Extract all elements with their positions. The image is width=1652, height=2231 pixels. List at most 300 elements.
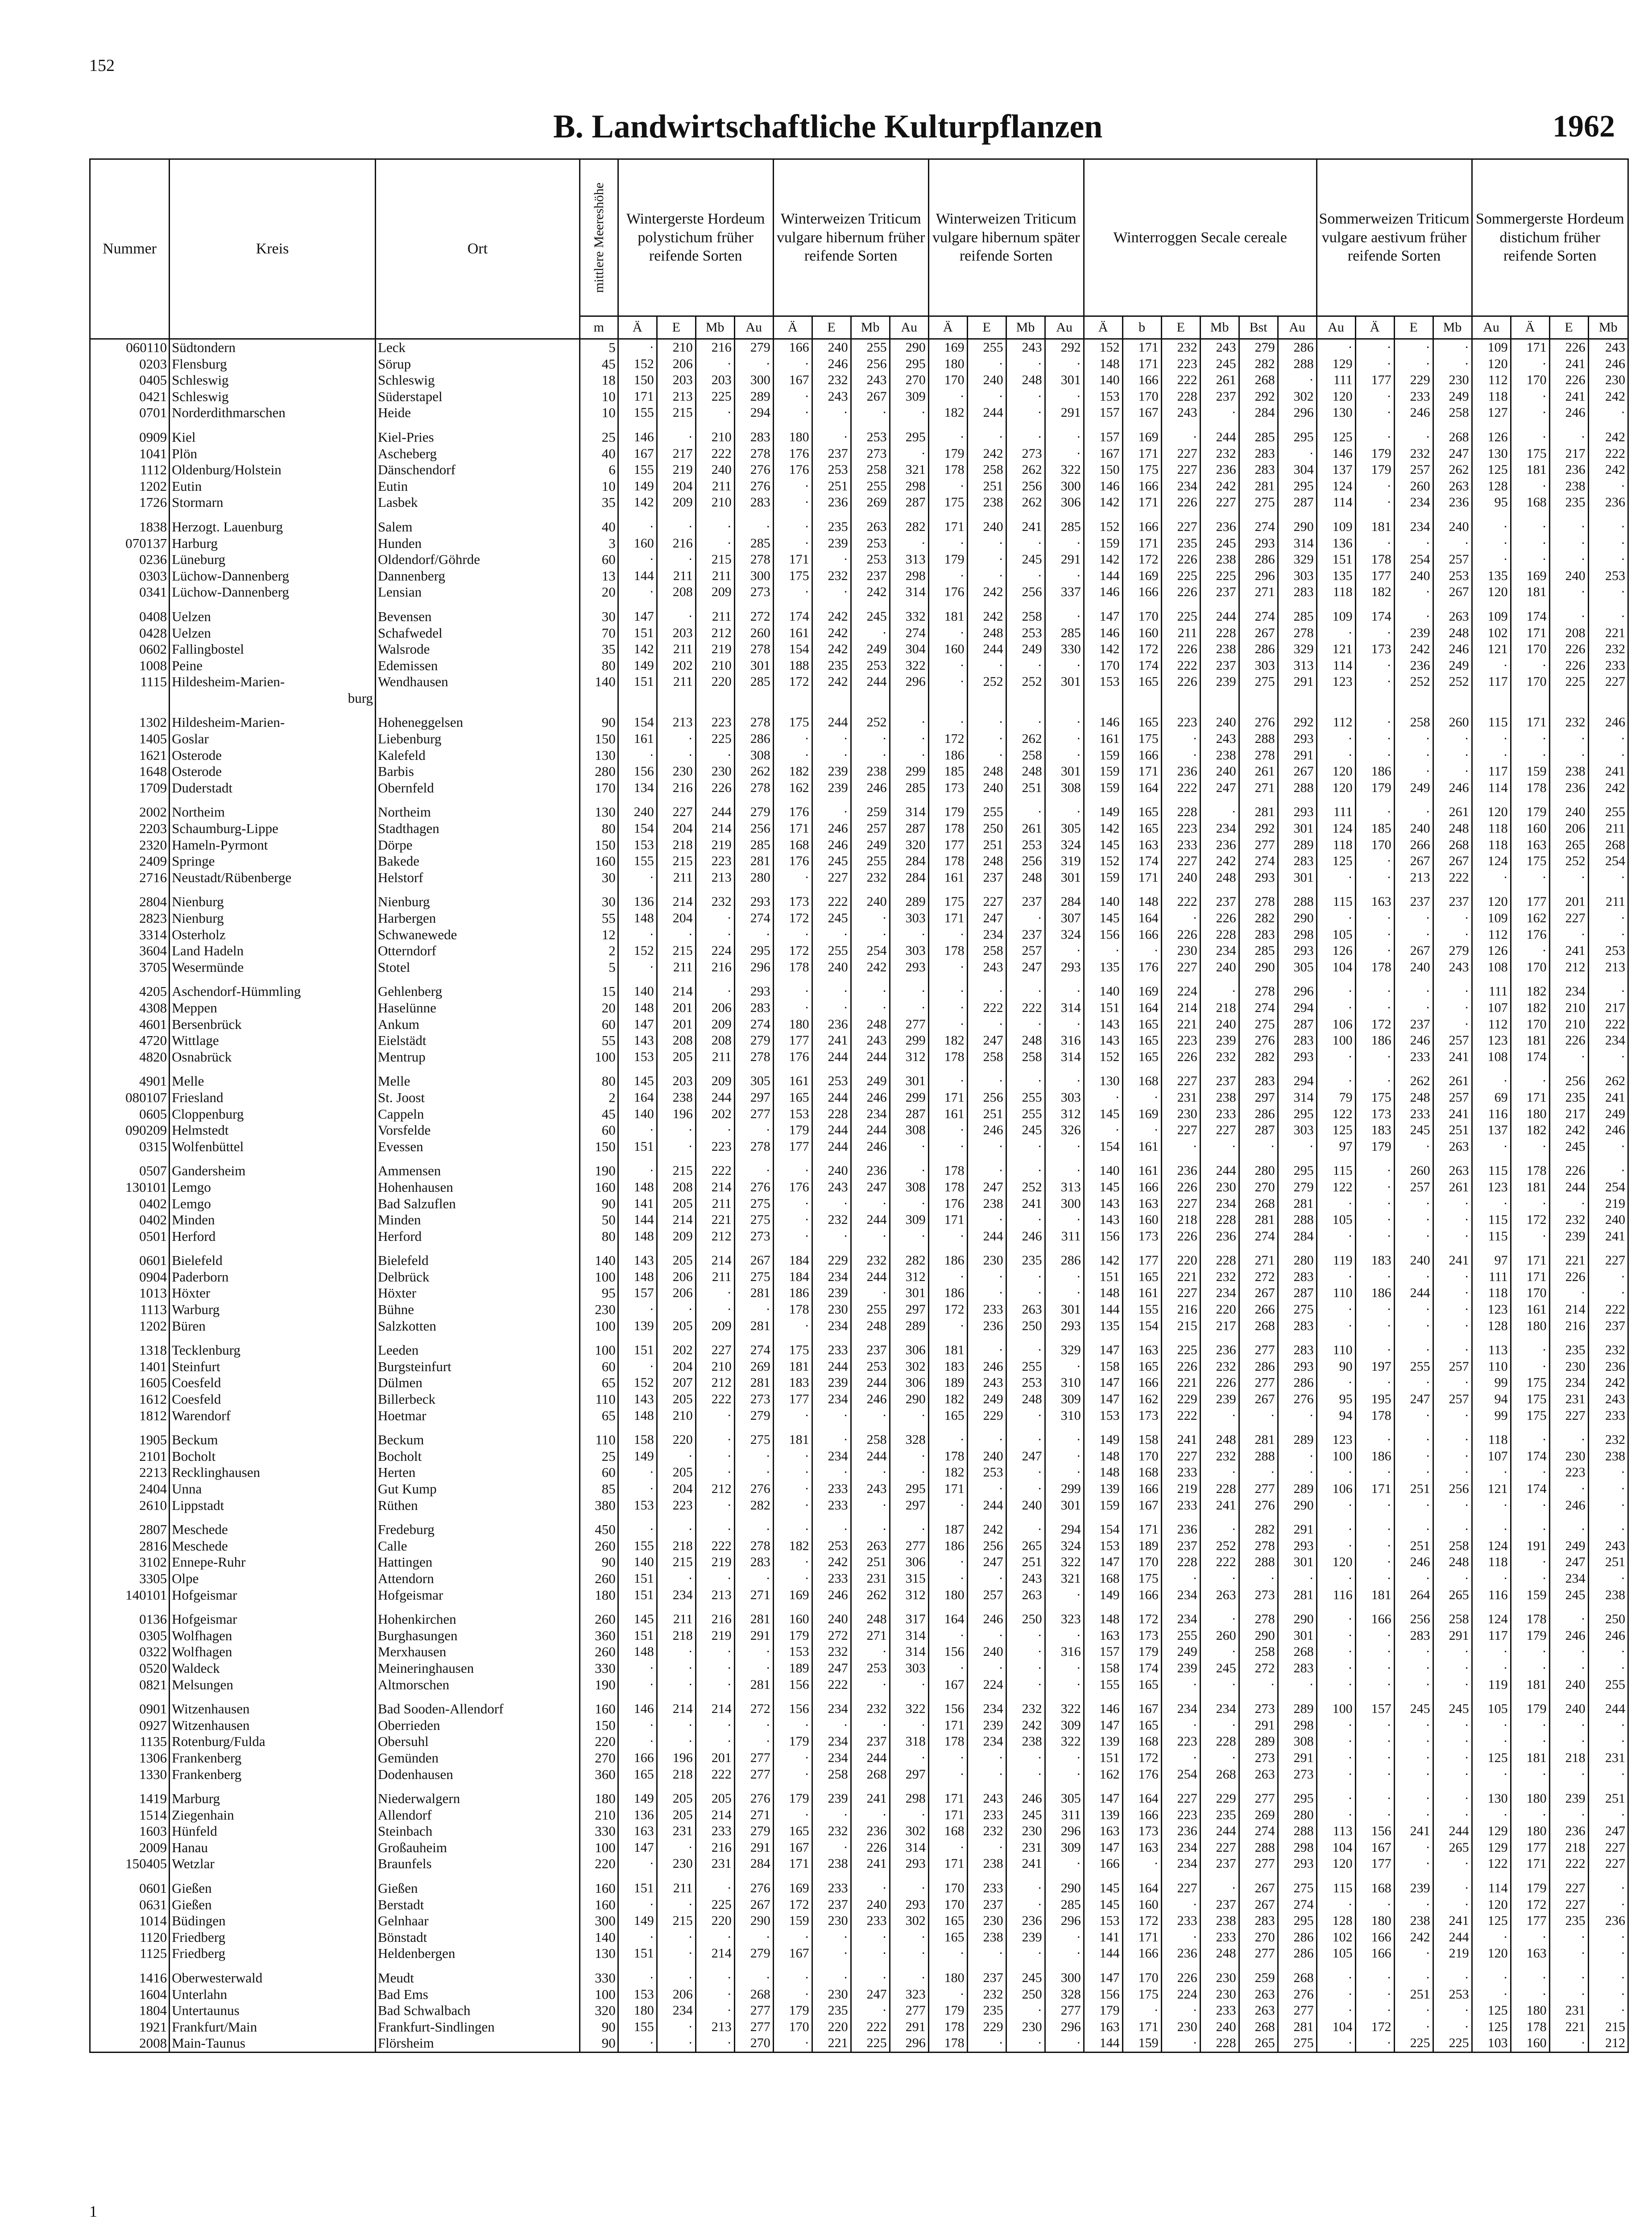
- value-cell: ·: [1006, 714, 1045, 731]
- spacer-cell: [1122, 1962, 1161, 1970]
- ort-cell: Höxter: [376, 1285, 580, 1302]
- value-cell: 246: [1394, 1033, 1433, 1049]
- value-cell: 185: [1355, 821, 1394, 837]
- value-cell: 153: [618, 1497, 657, 1514]
- value-cell: ·: [1394, 747, 1433, 764]
- value-cell: ·: [1588, 1269, 1628, 1286]
- value-cell: ·: [1433, 356, 1472, 373]
- spacer-cell: [1200, 1693, 1239, 1701]
- value-cell: 166: [1122, 1587, 1161, 1604]
- ort-cell: Burgsteinfurt: [376, 1359, 580, 1375]
- spacer-cell: [1122, 1603, 1161, 1611]
- value-cell: 253: [851, 1359, 890, 1375]
- hoehe-cell: 90: [580, 2019, 618, 2036]
- value-cell: 287: [1239, 1122, 1278, 1139]
- nummer-cell: 0322: [90, 1644, 170, 1660]
- value-cell: 282: [890, 519, 928, 535]
- spacer-cell: [170, 1065, 376, 1073]
- value-cell: 227: [1549, 1408, 1588, 1424]
- nummer-cell: 2816: [90, 1538, 170, 1555]
- value-cell: ·: [618, 1522, 657, 1538]
- nummer-cell: 0631: [90, 1897, 170, 1913]
- table-row: [90, 1807, 1628, 1824]
- spacer-cell: [90, 886, 170, 894]
- value-cell: [696, 690, 734, 707]
- value-cell: ·: [851, 910, 890, 927]
- value-cell: 234: [1161, 1840, 1200, 1856]
- kreis-cell: Warendorf: [170, 1408, 376, 1424]
- ort-cell: Gießen: [376, 1880, 580, 1897]
- spacer-cell: [1394, 1424, 1433, 1432]
- spacer-cell: [1433, 706, 1472, 714]
- value-cell: ·: [1394, 1767, 1433, 1783]
- value-cell: ·: [1433, 1342, 1472, 1359]
- value-cell: 227: [657, 804, 696, 821]
- value-cell: 161: [1122, 1139, 1161, 1155]
- value-cell: ·: [967, 983, 1006, 1000]
- group-spacer: [90, 796, 1628, 804]
- value-cell: 276: [1239, 1497, 1278, 1514]
- spacer-cell: [812, 1244, 851, 1252]
- value-cell: ·: [1045, 568, 1084, 585]
- value-cell: ·: [1161, 1677, 1200, 1693]
- value-cell: 178: [1355, 1408, 1394, 1424]
- spacer-cell: [1433, 1244, 1472, 1252]
- value-cell: 149: [1084, 1587, 1122, 1604]
- value-cell: 181: [1511, 462, 1549, 478]
- table-row: [90, 1823, 1628, 1840]
- value-cell: ·: [1433, 763, 1472, 780]
- spacer-cell: [580, 511, 618, 519]
- value-cell: 246: [812, 821, 851, 837]
- value-cell: 274: [890, 625, 928, 642]
- value-cell: ·: [773, 1554, 812, 1571]
- table-row: [90, 405, 1628, 421]
- value-cell: ·: [1588, 1163, 1628, 1179]
- value-cell: 212: [696, 1228, 734, 1245]
- value-cell: ·: [890, 1929, 928, 1946]
- value-cell: 225: [1161, 568, 1200, 585]
- value-cell: ·: [1394, 2003, 1433, 2019]
- value-cell: 143: [618, 1252, 657, 1269]
- value-cell: 226: [1161, 1228, 1200, 1245]
- value-cell: ·: [1394, 1660, 1433, 1677]
- spacer-cell: [1239, 796, 1278, 804]
- value-cell: 282: [890, 1252, 928, 1269]
- hoehe-cell: 90: [580, 2035, 618, 2052]
- value-cell: 180: [928, 1587, 967, 1604]
- value-cell: ·: [1549, 584, 1588, 601]
- spacer-cell: [928, 1872, 967, 1880]
- value-cell: 272: [812, 1628, 851, 1644]
- value-cell: ·: [1045, 1212, 1084, 1228]
- value-cell: 228: [1200, 927, 1239, 943]
- value-cell: [890, 690, 928, 707]
- value-cell: 182: [928, 405, 967, 421]
- value-cell: ·: [1472, 1970, 1511, 1986]
- value-cell: 171: [928, 1807, 967, 1824]
- value-cell: 152: [618, 356, 657, 373]
- value-cell: 278: [734, 714, 773, 731]
- subheader-cell: Ä: [1084, 316, 1122, 339]
- value-cell: ·: [1161, 1717, 1200, 1734]
- ort-cell: Bocholt: [376, 1448, 580, 1465]
- ort-cell: Sörup: [376, 356, 580, 373]
- header-group-winterweizen-spaet: Winterweizen Triticum vulgare hibernum später reifende Sorten: [928, 159, 1084, 316]
- value-cell: 296: [734, 959, 773, 976]
- value-cell: 285: [734, 535, 773, 552]
- spacer-cell: [1511, 511, 1549, 519]
- value-cell: 258: [1394, 714, 1433, 731]
- value-cell: ·: [1433, 1880, 1472, 1897]
- value-cell: ·: [851, 1929, 890, 1946]
- nummer-cell: 0408: [90, 609, 170, 625]
- table-row: [90, 1644, 1628, 1660]
- value-cell: 240: [1549, 1677, 1588, 1693]
- value-cell: 242: [1588, 429, 1628, 446]
- nummer-cell: 0303: [90, 568, 170, 585]
- value-cell: ·: [1355, 1717, 1394, 1734]
- spacer-cell: [1006, 975, 1045, 983]
- spacer-cell: [1045, 1962, 1084, 1970]
- value-cell: 166: [1122, 584, 1161, 601]
- value-cell: ·: [1200, 1464, 1239, 1481]
- value-cell: 95: [1317, 1391, 1355, 1408]
- spacer-cell: [1472, 1155, 1511, 1163]
- value-cell: 289: [1278, 1432, 1317, 1448]
- value-cell: 94: [1317, 1408, 1355, 1424]
- nummer-cell: 1405: [90, 731, 170, 747]
- spacer-cell: [376, 421, 580, 429]
- value-cell: 265: [1433, 1840, 1472, 1856]
- spacer-cell: [1588, 1693, 1628, 1701]
- spacer-cell: [1045, 1424, 1084, 1432]
- spacer-cell: [1161, 1872, 1200, 1880]
- spacer-cell: [1278, 601, 1317, 609]
- spacer-cell: [1433, 975, 1472, 983]
- value-cell: 281: [734, 1677, 773, 1693]
- value-cell: 163: [1122, 1840, 1161, 1856]
- value-cell: 257: [1433, 1090, 1472, 1106]
- value-cell: 175: [928, 894, 967, 910]
- value-cell: 182: [1511, 1000, 1549, 1016]
- spacer-cell: [773, 1424, 812, 1432]
- value-cell: ·: [1588, 870, 1628, 886]
- value-cell: 322: [890, 658, 928, 674]
- spacer-cell: [1433, 886, 1472, 894]
- value-cell: 174: [1122, 658, 1161, 674]
- value-cell: 160: [1122, 1212, 1161, 1228]
- value-cell: ·: [1045, 609, 1084, 625]
- value-cell: 151: [1084, 1000, 1122, 1016]
- value-cell: 282: [1239, 910, 1278, 927]
- value-cell: 211: [657, 1880, 696, 1897]
- value-cell: 174: [1122, 853, 1161, 870]
- value-cell: 205: [696, 1791, 734, 1807]
- value-cell: ·: [734, 1163, 773, 1179]
- value-cell: ·: [1239, 1571, 1278, 1587]
- value-cell: 240: [851, 1897, 890, 1913]
- value-cell: ·: [1200, 1522, 1239, 1538]
- spacer-cell: [580, 421, 618, 429]
- table-row: [90, 1929, 1628, 1946]
- value-cell: ·: [1317, 1522, 1355, 1538]
- spacer-cell: [851, 706, 890, 714]
- value-cell: 167: [1122, 1497, 1161, 1514]
- spacer-cell: [890, 1065, 928, 1073]
- spacer-cell: [928, 1514, 967, 1522]
- value-cell: 237: [1200, 658, 1239, 674]
- value-cell: 181: [773, 1432, 812, 1448]
- value-cell: ·: [928, 478, 967, 495]
- value-cell: 277: [734, 1750, 773, 1767]
- value-cell: ·: [1394, 1522, 1433, 1538]
- value-cell: 277: [1239, 1856, 1278, 1872]
- nummer-cell: 0605: [90, 1106, 170, 1123]
- value-cell: 230: [812, 1302, 851, 1318]
- value-cell: 239: [812, 535, 851, 552]
- value-cell: ·: [1433, 1464, 1472, 1481]
- value-cell: 225: [696, 731, 734, 747]
- table-row: [90, 1391, 1628, 1408]
- value-cell: 143: [1084, 1196, 1122, 1212]
- table-row: [90, 1432, 1628, 1448]
- value-cell: ·: [1355, 658, 1394, 674]
- value-cell: 330: [1045, 641, 1084, 658]
- value-cell: 179: [1122, 1644, 1161, 1660]
- value-cell: 271: [1239, 584, 1278, 601]
- spacer-cell: [967, 601, 1006, 609]
- value-cell: ·: [812, 1464, 851, 1481]
- value-cell: 283: [1278, 1660, 1317, 1677]
- value-cell: 298: [1278, 1840, 1317, 1856]
- spacer-cell: [1317, 706, 1355, 714]
- value-cell: 175: [1122, 1571, 1161, 1587]
- value-cell: 166: [1122, 1375, 1161, 1391]
- value-cell: 227: [1549, 1897, 1588, 1913]
- spacer-cell: [1317, 1872, 1355, 1880]
- value-cell: 107: [1472, 1448, 1511, 1465]
- value-cell: 144: [618, 1212, 657, 1228]
- value-cell: 241: [1433, 1106, 1472, 1123]
- value-cell: 182: [1355, 584, 1394, 601]
- value-cell: 212: [1588, 2035, 1628, 2052]
- value-cell: 255: [1161, 1628, 1200, 1644]
- value-cell: ·: [618, 2035, 657, 2052]
- value-cell: 281: [1239, 804, 1278, 821]
- spacer-cell: [1200, 796, 1239, 804]
- value-cell: [1278, 690, 1317, 707]
- value-cell: ·: [1588, 1717, 1628, 1734]
- value-cell: 262: [1006, 494, 1045, 511]
- value-cell: ·: [928, 1660, 967, 1677]
- hoehe-cell: 20: [580, 1000, 618, 1016]
- value-cell: ·: [1394, 763, 1433, 780]
- value-cell: ·: [812, 1970, 851, 1986]
- value-cell: 166: [1122, 519, 1161, 535]
- value-cell: 97: [1317, 1139, 1355, 1155]
- value-cell: 233: [812, 1497, 851, 1514]
- value-cell: 252: [851, 714, 890, 731]
- value-cell: 209: [696, 1073, 734, 1090]
- spacer-cell: [967, 421, 1006, 429]
- value-cell: 215: [657, 405, 696, 421]
- value-cell: 290: [1278, 1611, 1317, 1628]
- spacer-cell: [967, 886, 1006, 894]
- table-row: [90, 983, 1628, 1000]
- hoehe-cell: 130: [580, 1945, 618, 1962]
- value-cell: 251: [812, 478, 851, 495]
- value-cell: ·: [773, 1522, 812, 1538]
- value-cell: [1511, 690, 1549, 707]
- spacer-cell: [1161, 421, 1200, 429]
- value-cell: 303: [890, 943, 928, 959]
- value-cell: 240: [812, 339, 851, 356]
- value-cell: 175: [1511, 446, 1549, 462]
- value-cell: 105: [1472, 1701, 1511, 1717]
- spacer-cell: [851, 1424, 890, 1432]
- value-cell: 125: [1472, 1913, 1511, 1929]
- value-cell: ·: [618, 927, 657, 943]
- spacer-cell: [1084, 886, 1122, 894]
- value-cell: 226: [1549, 1269, 1588, 1286]
- spacer-cell: [1355, 1244, 1394, 1252]
- spacer-cell: [90, 1065, 170, 1073]
- value-cell: 176: [773, 853, 812, 870]
- value-cell: 145: [618, 1611, 657, 1628]
- hoehe-cell: 90: [580, 714, 618, 731]
- spacer-cell: [851, 886, 890, 894]
- value-cell: 155: [618, 405, 657, 421]
- kreis-cell: Norderdithmarschen: [170, 405, 376, 421]
- spacer-cell: [1588, 1334, 1628, 1342]
- value-cell: 228: [1200, 625, 1239, 642]
- value-cell: 174: [1511, 1481, 1549, 1497]
- value-cell: 273: [1278, 1767, 1317, 1783]
- spacer-cell: [1549, 1514, 1588, 1522]
- spacer-cell: [1511, 1424, 1549, 1432]
- value-cell: 224: [967, 1677, 1006, 1693]
- value-cell: 236: [1588, 494, 1628, 511]
- value-cell: 275: [1278, 2035, 1317, 2052]
- spacer-cell: [1472, 975, 1511, 983]
- subheader-cell: E: [967, 316, 1006, 339]
- value-cell: 305: [1045, 821, 1084, 837]
- value-cell: 227: [1161, 446, 1200, 462]
- spacer-cell: [812, 1514, 851, 1522]
- kreis-cell: Bersenbrück: [170, 1016, 376, 1033]
- value-cell: 274: [1278, 1897, 1317, 1913]
- value-cell: ·: [1239, 1464, 1278, 1481]
- value-cell: ·: [812, 1929, 851, 1946]
- value-cell: 125: [1472, 1750, 1511, 1767]
- value-cell: 163: [1122, 1196, 1161, 1212]
- nummer-cell: 0501: [90, 1228, 170, 1245]
- value-cell: 239: [1161, 1660, 1200, 1677]
- value-cell: [1161, 690, 1200, 707]
- value-cell: ·: [1161, 747, 1200, 764]
- value-cell: ·: [734, 1644, 773, 1660]
- spacer-cell: [812, 1424, 851, 1432]
- value-cell: 227: [1161, 462, 1200, 478]
- ort-cell: Minden: [376, 1212, 580, 1228]
- value-cell: 227: [696, 1342, 734, 1359]
- value-cell: 118: [1472, 389, 1511, 405]
- value-cell: 126: [1317, 943, 1355, 959]
- hoehe-cell: 100: [580, 1840, 618, 1856]
- value-cell: ·: [1239, 1408, 1278, 1424]
- value-cell: 222: [696, 1767, 734, 1783]
- value-cell: ·: [1355, 731, 1394, 747]
- value-cell: 120: [1472, 1945, 1511, 1962]
- value-cell: 281: [1239, 1212, 1278, 1228]
- value-cell: 287: [1278, 494, 1317, 511]
- value-cell: 222: [1200, 1554, 1239, 1571]
- hoehe-cell: 25: [580, 429, 618, 446]
- value-cell: ·: [890, 927, 928, 943]
- spacer-cell: [1006, 601, 1045, 609]
- value-cell: 113: [1472, 1342, 1511, 1359]
- value-cell: ·: [1278, 1571, 1317, 1587]
- value-cell: 251: [1006, 1554, 1045, 1571]
- value-cell: 289: [1278, 1481, 1317, 1497]
- value-cell: ·: [1394, 1000, 1433, 1016]
- value-cell: 273: [1006, 446, 1045, 462]
- value-cell: 244: [967, 405, 1006, 421]
- value-cell: 226: [1161, 641, 1200, 658]
- subheader-cell: Mb: [1006, 316, 1045, 339]
- hoehe-cell: 45: [580, 1106, 618, 1123]
- value-cell: 161: [928, 870, 967, 886]
- value-cell: 255: [1588, 804, 1628, 821]
- value-cell: 232: [851, 1252, 890, 1269]
- hoehe-cell: 100: [580, 1986, 618, 2003]
- value-cell: ·: [1472, 535, 1511, 552]
- ort-cell: Walsrode: [376, 641, 580, 658]
- spacer-cell: [773, 1872, 812, 1880]
- value-cell: ·: [812, 1522, 851, 1538]
- value-cell: 142: [1084, 494, 1122, 511]
- value-cell: ·: [1433, 1497, 1472, 1514]
- spacer-cell: [928, 1783, 967, 1791]
- value-cell: 286: [1045, 1252, 1084, 1269]
- value-cell: 215: [1588, 2019, 1628, 2036]
- value-cell: 159: [1084, 747, 1122, 764]
- group-spacer: [90, 975, 1628, 983]
- table-row: [90, 568, 1628, 585]
- ort-cell: Heldenbergen: [376, 1945, 580, 1962]
- spacer-cell: [1394, 421, 1433, 429]
- value-cell: 242: [967, 446, 1006, 462]
- ort-cell: Meudt: [376, 1970, 580, 1986]
- spacer-cell: [618, 1872, 657, 1880]
- spacer-cell: [170, 796, 376, 804]
- value-cell: 300: [1045, 1196, 1084, 1212]
- spacer-cell: [890, 706, 928, 714]
- ort-cell: Bönstadt: [376, 1929, 580, 1946]
- value-cell: ·: [1355, 1163, 1394, 1179]
- value-cell: 156: [618, 763, 657, 780]
- spacer-cell: [1278, 1424, 1317, 1432]
- value-cell: 155: [618, 462, 657, 478]
- value-cell: 232: [851, 1701, 890, 1717]
- value-cell: 157: [1084, 1644, 1122, 1660]
- nummer-cell: 1726: [90, 494, 170, 511]
- spacer-cell: [376, 511, 580, 519]
- value-cell: 230: [657, 763, 696, 780]
- value-cell: ·: [1433, 1522, 1472, 1538]
- kreis-cell: Schleswig: [170, 372, 376, 389]
